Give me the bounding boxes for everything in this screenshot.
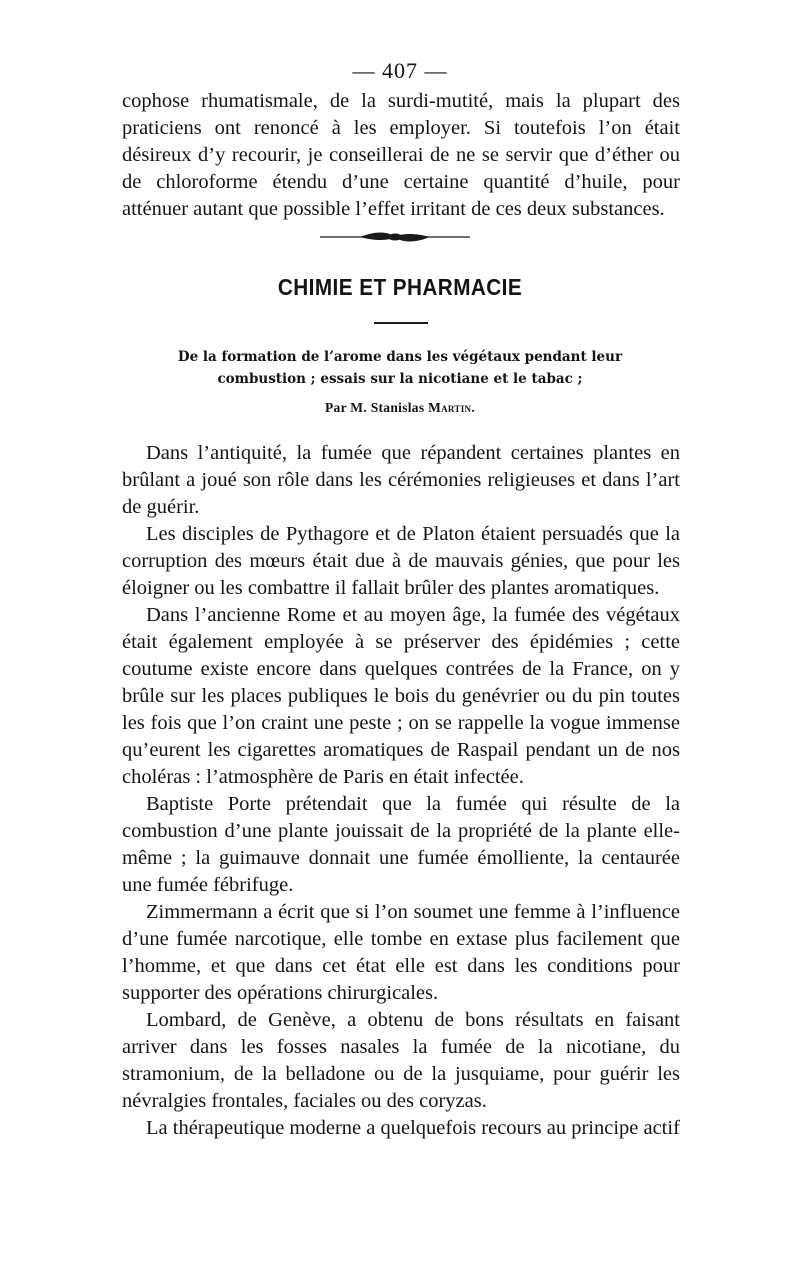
body-paragraph: Baptiste Porte prétendait que la fumée qui résulte de la combustion d’une plante jouissait de la propriété de la plante elle-même ; la guimauve donnait une fumée émolliente, la centaurée une fumée fébrifuge.: [122, 793, 680, 896]
body-paragraph: Dans l’antiquité, la fumée que répandent certaines plantes en brûlant a joué son rôle dans les cérémonies religieuses et dans l’art de guérir.: [122, 442, 680, 518]
body-paragraph: Zimmermann a écrit que si l’on soumet une femme à l’influence d’une fumée narcotique, elle tombe en extase plus facilement que l’homme, et que dans cet état elle est dans les conditions pour supporter des opérations chirurgicales.: [122, 901, 680, 1004]
intro-text-block: [122, 88, 680, 223]
article-body: [122, 440, 680, 1142]
article-title: De la formation de l’arome dans les végétaux pendant leur combustion ; essais sur la nicotiane et le tabac ;: [177, 349, 623, 387]
body-paragraph: La thérapeutique moderne a quelquefois recours au principe actif: [146, 1117, 680, 1139]
page-number: — 407 —: [352, 58, 448, 83]
byline-author: Martin.: [428, 400, 475, 415]
body-paragraph: Les disciples de Pythagore et de Platon étaient persuadés que la corruption des mœurs était due à de mauvais génies, que pour les éloigner ou les combattre il fallait brûler des plantes aromatiques.: [122, 523, 680, 599]
byline: [0, 400, 800, 416]
body-paragraph: Lombard, de Genève, a obtenu de bons résultats en faisant arriver dans les fosses nasales la fumée de la nicotiane, du stramonium, de la belladone ou de la jusquiame, pour guérir les névralgies frontales, faciales ou des coryzas.: [122, 1009, 680, 1112]
intro-paragraph: cophose rhumatismale, de la surdi-mutité, mais la plupart des praticiens ont renoncé à les employer. Si toutefois l’on était désireux d’y recourir, je conseillerai de ne se servir que d’éther ou de chloroforme étendu d’une certaine quantité d’huile, pour atténuer autant que possible l’effet irritant de ces deux substances.: [122, 90, 680, 220]
body-paragraph: Dans l’ancienne Rome et au moyen âge, la fumée des végétaux était également employée à se préserver des épidémies ; cette coutume existe encore dans quelques contrées de la France, on y brûle sur les places publiques le bois du genévrier ou du pin toutes les fois que l’on craint une peste ; on se rappelle la vogue immense qu’eurent les cigarettes aromatiques de Raspail pendant un de nos choléras : l’atmosphère de Paris en était infectée.: [122, 604, 680, 788]
section-title: CHIMIE ET PHARMACIE: [277, 274, 523, 300]
title-rule: [374, 322, 428, 324]
ornament-divider: [320, 230, 470, 244]
byline-prefix: Par M. Stanislas: [324, 400, 429, 415]
